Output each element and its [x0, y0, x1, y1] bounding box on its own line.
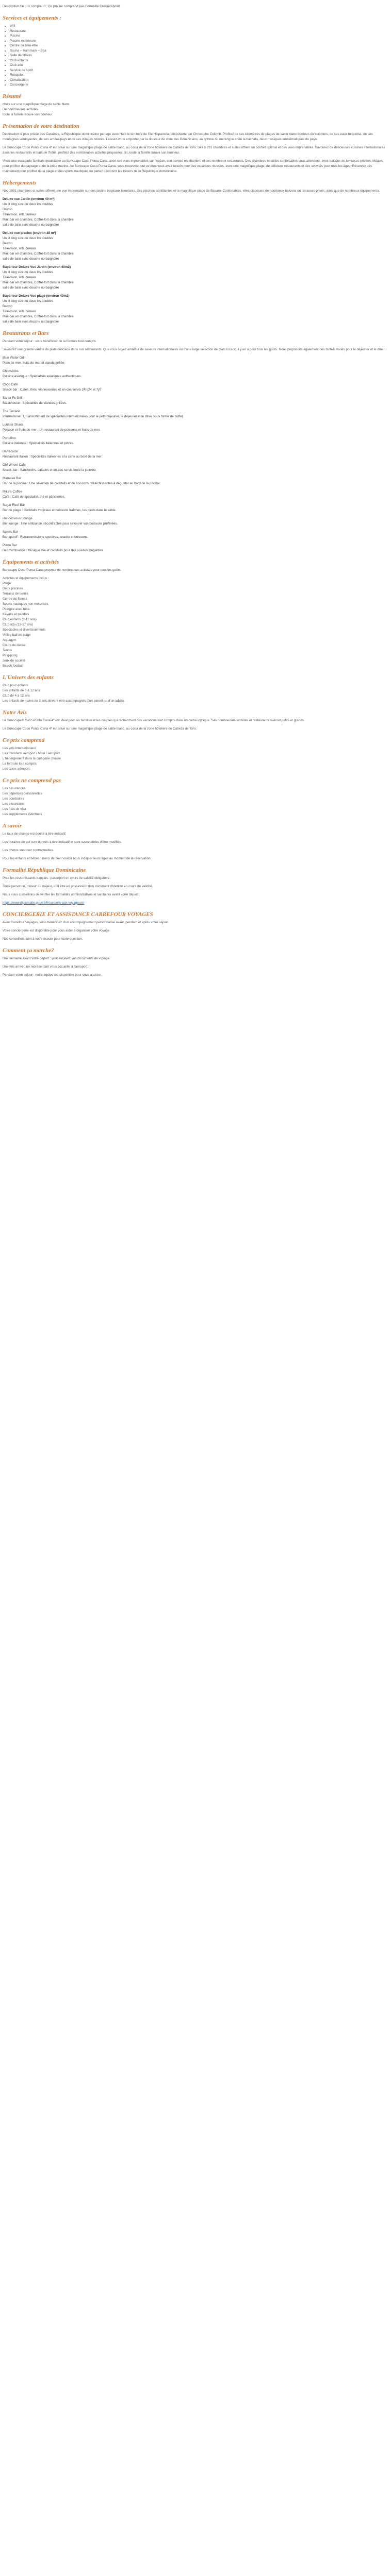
- venue-desc: Snack-bar : Cafés, thés, viennoiseries et en-cas servis 24h/24 et 7j/7: [3, 387, 102, 392]
- room-line: Mini-bar en chambre, Coffre-fort dans la chambre: [3, 217, 74, 222]
- venue-block: [3, 463, 388, 473]
- room-line: Mini-bar en chambre, Coffre-fort dans la chambre: [3, 314, 74, 318]
- equipement-line: Aquagym: [3, 638, 17, 642]
- list-item: • Club enfants: [10, 58, 388, 63]
- venue-block: [3, 422, 388, 433]
- room-line: salle de bain avec douche ou baignoire: [3, 223, 59, 227]
- list-item: • Piscine: [10, 33, 388, 39]
- restaurants-title: Restaurants et Bars: [3, 330, 49, 336]
- equipement-line: Tennis: [3, 648, 12, 652]
- prix-comprend-line: Les taxes aéroport: [3, 767, 30, 771]
- venue-desc: Cuisine italienne : Spécialités italiennes et pizzas.: [3, 441, 74, 445]
- venue-name: Manatee Bar: [3, 476, 22, 480]
- venue-name: Blue Water Grill: [3, 355, 25, 360]
- venue-name: Sugar Reef Bar: [3, 503, 25, 507]
- presentation-paragraph: Destination la plus prisée des Caraïbes, la République dominicaine partage avec Haïti le territoire de l'île Hispaniola, découverte par Christophe Colomb. Profitez de ses kilomètres de plages de sable blanc bordées de cocotiers, de ses eaux turquoise, de ses montagnes verdoyantes, de son arrière-pays et de ses villages colorés. Laissez-vous emporter par la douceur de vivre des Dominicains, au rythme du merengue et de la bachata, deux musiques emblématiques du pays.: [3, 132, 373, 141]
- venue-name: Rendezvous Lounge: [3, 516, 32, 520]
- equipement-line: Plongée avec tuba: [3, 607, 30, 611]
- notre-avis-section: [3, 709, 388, 732]
- room-name: Supérieur Deluxe Vue plage (environ 40m2): [3, 294, 70, 298]
- a-savoir-title: A savoir: [3, 822, 22, 829]
- a-savoir-paragraph: Les horaires de vol sont donnés à titre indicatif et sont susceptibles d'être modifiés.: [3, 840, 122, 844]
- room-line: Télévision, wifi, bureau: [3, 246, 36, 250]
- restaurants-intro: Pendant votre séjour : vous bénéficiez de la formule tout compris: [3, 339, 96, 343]
- equipement-line: Terrains de tennis: [3, 591, 28, 596]
- room-line: Un lit king size ou deux lits doubles: [3, 270, 54, 274]
- comment-title: Comment ça marche?: [3, 947, 54, 954]
- presentation-paragraph: Vivez une escapade familiale inoubliable au Sunscape Coco Punta Cana, avec ses vues imprenables sur l'océan, son service en chambre et ses nombreux restaurants. Des chambres et suites confortables vous attendent, avec balcons ou terrasses privées, idéales pour profiter du paysage et de la brise marine. Au Sunscape Coco Punta Cana, vous trouverez tout ce dont vous avez besoin pour des vacances réussies, avec une magnifique plage, de délicieux restaurants et des activités pour tous les âges. Réservez dès maintenant pour profiter de la plage et des sports nautiques ou partez découvrir les trésors de la République dominicaine.: [3, 159, 383, 173]
- list-item: • Club ado: [10, 63, 388, 68]
- formalite-title: Formalité République Dominicaine: [3, 867, 86, 873]
- equipement-line: Beach football: [3, 664, 23, 668]
- venue-desc: Plats de mer, fruits de mer et viande grillée.: [3, 361, 66, 365]
- room-line: Un lit king size ou deux lits doubles: [3, 299, 54, 303]
- prix-comprend-line: Les vols internationaux: [3, 746, 36, 750]
- venue-block: [3, 449, 388, 460]
- resume-section: [3, 93, 388, 117]
- room-line: salle de bain avec douche ou baignoire: [3, 285, 59, 290]
- venue-name: Coco Café: [3, 382, 18, 386]
- comment-section: [3, 947, 388, 978]
- venue-block: [3, 355, 388, 366]
- list-item: • Réception: [10, 73, 388, 78]
- formalite-link[interactable]: https://www.diplomatie.gouv.fr/fr/conseils-aux-voyageurs/: [3, 901, 85, 905]
- venue-block: [3, 436, 388, 446]
- univers-line: Club de 4 à 12 ans: [3, 693, 30, 698]
- notre-avis-text: Le Sunscape® Coco Punta Cana 4* est idéal pour les familles et les couples qui recherchent des vacances tout compris dans un cadre idyllique. Ses nombreuses activités et restaurants raviront petits et grands.: [3, 718, 305, 722]
- equipement-line: Spectacles et divertissements: [3, 628, 46, 632]
- venue-desc: Bar lounge : Une ambiance décontractée pour savourer vos boissons préférées.: [3, 521, 118, 526]
- intro-text: Description Ce prix comprend : Ce prix ne comprend pas Formalité Croisièrepoint: [3, 5, 120, 8]
- prix-ne-comprend-title: Ce prix ne comprend pas: [3, 777, 61, 784]
- prix-ne-comprend-line: Les suppléments éventuels: [3, 812, 42, 816]
- list-item: • Centre de bien-être: [10, 43, 388, 48]
- venue-block: [3, 489, 388, 500]
- presentation-title: Présentation de votre destination: [3, 123, 79, 129]
- comment-paragraph: Une fois arrivé : un représentant vous accueille à l'aéroport.: [3, 964, 89, 969]
- resume-line: choix sur une magnifique plage de sable blanc.: [3, 102, 71, 106]
- list-item: • Wifi: [10, 24, 388, 29]
- room-line: Balcon: [3, 304, 13, 308]
- comment-paragraph: Une semaine avant votre départ : vous recevez vos documents de voyage.: [3, 956, 110, 960]
- prix-comprend-line: Les transferts aéroport / hôtel / aéroport: [3, 751, 60, 755]
- venue-name: Santa Fe Grill: [3, 396, 23, 400]
- equipement-line: Sports nautiques non motorisés: [3, 602, 48, 606]
- room-name: Deluxe vue piscine (environ 28 m²): [3, 231, 56, 235]
- room-block: [3, 231, 388, 262]
- a-savoir-paragraph: Pour les enfants et bébés : merci de bien vouloir nous indiquer leurs âges au moment de la réservation.: [3, 856, 152, 860]
- prix-ne-comprend-line: Les dépenses personnelles: [3, 791, 42, 795]
- a-savoir-section: [3, 822, 388, 861]
- univers-section: [3, 674, 388, 704]
- room-line: Mini-bar en chambre, Coffre-fort dans la chambre: [3, 280, 74, 284]
- formalite-paragraph: Nous vous conseillons de vérifier les formalités administratives et sanitaires avant votre départ.: [3, 892, 139, 896]
- equipement-line: Club enfants (3-12 ans): [3, 617, 37, 621]
- equipement-line: Kayaks et paddles: [3, 612, 29, 616]
- venue-name: Oh! Wheel Cafe: [3, 463, 26, 467]
- venue-block: [3, 369, 388, 379]
- list-item: • Sauna – Hammam – Spa: [10, 48, 388, 54]
- venue-name: Sports Bar: [3, 530, 18, 534]
- room-block: [3, 294, 388, 325]
- venue-block: [3, 409, 388, 419]
- venue-block: [3, 543, 388, 553]
- resume-line: De nombreuses activités: [3, 107, 38, 111]
- prix-comprend-line: L'hébergement dans la catégorie choisie: [3, 756, 61, 760]
- notre-avis-text-2: Le Sunscape Coco Punta Cana 4* est situé sur une magnifique plage de sable blanc, au cœur de la zone hôtelière de Cabeza de Toro.: [3, 726, 197, 731]
- room-line: salle de bain avec douche ou baignoire: [3, 257, 59, 261]
- equipements-section: [3, 558, 388, 669]
- restaurants-intro-2: Savourez une grande variété de plats délicieux dans nos restaurants. Que vous soyez amateur de saveurs internationales ou d'une large sélection de plats locaux, il y en a pour tous les goûts. Nous proposons également des buffets variés pour le déjeuner et le dîner.: [3, 347, 386, 351]
- a-savoir-paragraph: Le taux de change est donné à titre indicatif.: [3, 832, 67, 836]
- prix-ne-comprend-line: Les assurances: [3, 786, 26, 790]
- room-line: Un lit king size ou deux lits doubles: [3, 236, 54, 240]
- equipement-line: Ping-pong: [3, 653, 18, 657]
- prix-comprend-line: La formule tout compris: [3, 761, 37, 766]
- room-line: Balcon: [3, 241, 13, 245]
- presentation-section: [3, 123, 388, 174]
- room-line: salle de bain avec douche ou baignoire: [3, 319, 59, 324]
- venue-name: Mike's Coffee: [3, 489, 22, 494]
- list-item: • Restaurant: [10, 29, 388, 34]
- equipement-line: Plage: [3, 581, 11, 585]
- resume-line: toute la famille trouve son bonheur.: [3, 112, 54, 116]
- venue-block: [3, 516, 388, 527]
- list-item: • Conciergerie: [10, 82, 388, 88]
- room-line: Mini-bar en chambre, Coffre-fort dans la chambre: [3, 251, 74, 256]
- venue-block: [3, 476, 388, 486]
- equipements-intro: Sunscape Coco Punta Cana propose de nombreuses activités pour tous les goûts.: [3, 568, 122, 572]
- univers-line: Les enfants de 3 à 12 ans: [3, 688, 40, 692]
- hebergements-title: Hébergements: [3, 179, 37, 186]
- comment-paragraph: Pendant votre séjour : notre équipe est disponible pour vous assister.: [3, 973, 102, 977]
- venue-block: [3, 396, 388, 406]
- conciergerie-paragraph: Nos conseillers sont à votre écoute pour toute question.: [3, 937, 83, 941]
- prix-ne-comprend-line: Les pourboires: [3, 796, 24, 801]
- venue-desc: Bar de plage : Cocktails tropicaux et boissons fraîches, les pieds dans le sable.: [3, 508, 117, 512]
- resume-title: Résumé: [3, 93, 22, 99]
- conciergerie-paragraph: Avec Carrefour Voyages, vous bénéficiez d'un accompagnement personnalisé avant, pendant et après votre séjour.: [3, 920, 169, 924]
- a-savoir-paragraph: Les photos sont non contractuelles.: [3, 848, 54, 852]
- services-title: Services et équipements :: [3, 15, 61, 21]
- venue-desc: International : Un assortiment de spécialités internationales pour le petit-déjeuner, le déjeuner et le dîner sous forme de buffet.: [3, 414, 184, 418]
- equipement-line: Cours de danse: [3, 643, 26, 647]
- services-section: [3, 14, 388, 88]
- conciergerie-title: CONCIERGERIE ET ASSISTANCE CARREFOUR VOYAGES: [3, 911, 153, 918]
- venue-desc: Steakhouse : Spécialités de viandes grillées.: [3, 401, 67, 405]
- equipement-line: Centre de fitness: [3, 597, 27, 601]
- conciergerie-section: [3, 911, 388, 942]
- venue-name: Lobster Shack: [3, 422, 24, 427]
- venue-desc: Restaurant italien : Spécialités italiennes à la carte au bord de la mer.: [3, 454, 103, 459]
- venue-desc: Café : Café de spécialité, thé et pâtisseries.: [3, 495, 66, 499]
- notre-avis-title: Notre Avis: [3, 709, 27, 716]
- presentation-paragraph: Le Sunscape Coco Punta Cana 4* est situé sur une magnifique plage de sable blanc, au cœur de la zone hôtelière de Cabeza de Toro. Ses 5 291 chambres et suites offrent un confort optimal et des vues imprenables. Savourez de délicieuses cuisines internationales dans les restaurants et bars de l'hôtel, profitez des nombreuses activités proposées. Ici, toute la famille trouve son bonheur.: [3, 145, 385, 155]
- equipement-line: Activités et équipements inclus :: [3, 576, 49, 580]
- room-line: Télévision, wifi, bureau: [3, 212, 36, 216]
- univers-line: Les enfants de moins de 3 ans doivent être accompagnés d'un parent ou d'un adulte.: [3, 699, 125, 703]
- room-line: Balcon: [3, 207, 13, 211]
- equipement-line: Deux piscines: [3, 586, 23, 590]
- room-line: Télévision, wifi, bureau: [3, 309, 36, 313]
- venue-desc: Bar de la piscine : Une sélection de cocktails et de boissons rafraîchissantes à déguster au bord de la piscine.: [3, 481, 161, 485]
- room-line: Un lit king size ou deux lits doubles: [3, 202, 54, 206]
- prix-comprend-section: [3, 737, 388, 772]
- venue-desc: Bar sportif : Retransmissions sportives, snacks et boissons.: [3, 535, 88, 539]
- restaurants-section: [3, 330, 388, 553]
- venue-desc: Snack-bar : Sandwichs, salades et en-cas servis toute la journée.: [3, 468, 97, 472]
- prix-ne-comprend-line: Les frais de visa: [3, 807, 26, 811]
- venue-block: [3, 503, 388, 513]
- venue-block: [3, 382, 388, 393]
- venue-name: Piano Bar: [3, 543, 17, 547]
- equipement-line: Club ado (13-17 ans): [3, 622, 34, 626]
- room-name: Deluxe vue Jardin (environ 40 m²): [3, 197, 55, 201]
- list-item: • Piscine extérieure: [10, 39, 388, 44]
- list-item: • Service de sport: [10, 68, 388, 73]
- formalite-section: [3, 867, 388, 906]
- equipement-line: Volley-ball de plage: [3, 633, 31, 637]
- venue-name: The Terrace: [3, 409, 20, 413]
- equipements-title: Équipements et activités: [3, 558, 59, 565]
- services-list: [3, 24, 388, 88]
- hebergements-intro: Nos 1091 chambres et suites offrent une vue imprenable sur des jardins tropicaux luxuriants, des piscines scintillantes et la magnifique plage de Bavaro. Confortables, elles disposent de nombreux balcons ou terrasses privés, ainsi que de nombreux équipements.: [3, 189, 380, 193]
- univers-title: L'Univers des enfants: [3, 674, 54, 681]
- conciergerie-paragraph: Votre conciergerie est disponible pour vous aider à organiser votre voyage.: [3, 928, 110, 933]
- venue-name: Portofino: [3, 436, 16, 440]
- room-line: Télévision, wifi, bureau: [3, 275, 36, 279]
- page: [0, 0, 391, 978]
- equipement-line: Jeux de société: [3, 658, 25, 663]
- prix-ne-comprend-line: Les excursions: [3, 802, 24, 806]
- room-name: Supérieur Deluxe Vue Jardin (environ 40m2): [3, 265, 71, 269]
- venue-desc: Cuisine asiatique : Spécialités asiatiques authentiques.: [3, 374, 82, 378]
- venue-name: Barracuda: [3, 449, 18, 453]
- venue-name: Chopsticks: [3, 369, 19, 373]
- prix-ne-comprend-section: [3, 777, 388, 817]
- formalite-paragraph: Pour les ressortissants français : passeport en cours de validité obligatoire.: [3, 876, 110, 880]
- list-item: • Salle de fitness: [10, 53, 388, 58]
- room-block: [3, 265, 388, 291]
- list-item: • Climatisation: [10, 78, 388, 83]
- venue-desc: Poisson et fruits de mer : Un restaurant de poissons et fruits de mer.: [3, 428, 101, 432]
- prix-comprend-title: Ce prix comprend: [3, 737, 45, 743]
- hebergements-section: [3, 179, 388, 325]
- room-block: [3, 197, 388, 228]
- venue-block: [3, 530, 388, 540]
- univers-line: Club pour enfants: [3, 683, 28, 687]
- venue-desc: Bar d'ambiance : Musique live et cocktails pour des soirées élégantes.: [3, 548, 104, 552]
- formalite-paragraph: Toute personne, mineur ou majeur, doit être en possession d'un document d'identité en cours de validité.: [3, 884, 153, 888]
